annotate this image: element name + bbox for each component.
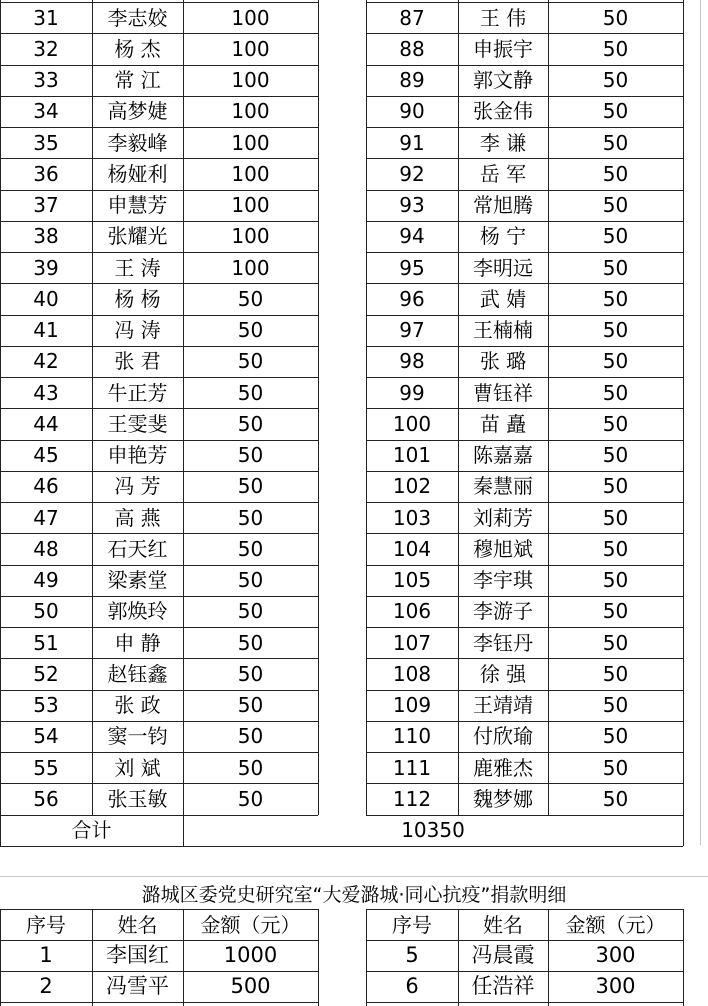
grid-line [0, 377, 318, 378]
right-name-cell: 武 婧 [479, 286, 527, 311]
grid-line [0, 221, 318, 222]
right-name-cell: 岳 军 [479, 161, 527, 186]
right-seq-header: 序号 [392, 912, 432, 937]
grid-line [183, 815, 184, 846]
right-amount-cell: 50 [602, 786, 629, 811]
right-name-cell: 王 伟 [479, 5, 527, 30]
right-name-cell: 郭文静 [473, 68, 533, 93]
right-seq-cell: 90 [399, 99, 425, 124]
left-name-cell: 冯 芳 [114, 474, 161, 499]
grid-line [366, 33, 683, 34]
grid-line [366, 408, 683, 409]
right-amount-cell: 50 [602, 5, 629, 30]
left-seq-cell: 38 [33, 224, 59, 249]
left-amount-cell: 50 [237, 693, 264, 718]
left-seq-cell: 53 [33, 693, 59, 718]
left-amount-cell: 50 [237, 505, 264, 530]
grid-line [366, 315, 683, 316]
left-name-cell: 杨 杨 [114, 286, 161, 311]
grid-line [366, 909, 683, 910]
left-seq-cell: 51 [33, 630, 59, 655]
grid-line [683, 909, 684, 1006]
grid-line [0, 1002, 318, 1003]
left-name-cell: 冯雪平 [106, 974, 169, 998]
grid-line [0, 876, 708, 877]
right-amount-cell: 50 [602, 505, 629, 530]
section-title: 潞城区委党史研究室“大爱潞城·同心抗疫”捐款明细 [141, 883, 567, 906]
right-name-cell: 王楠楠 [473, 318, 533, 343]
left-amount-cell: 50 [237, 786, 264, 811]
left-seq-cell: 45 [33, 443, 59, 468]
grid-line [0, 533, 318, 534]
grid-line [0, 815, 1, 846]
right-name-cell: 王靖靖 [473, 693, 533, 718]
right-seq-cell: 100 [392, 411, 432, 436]
left-seq-cell: 55 [33, 755, 59, 780]
left-amount-cell: 100 [231, 193, 270, 218]
right-name-cell: 李钰丹 [473, 630, 533, 655]
right-seq-cell: 89 [399, 68, 425, 93]
left-name-cell: 赵钰鑫 [107, 661, 168, 686]
left-name-cell: 申艳芳 [107, 443, 168, 468]
left-seq-cell: 41 [33, 318, 59, 343]
right-seq-cell: 92 [399, 161, 425, 186]
left-seq-cell: 31 [33, 5, 59, 30]
left-seq-header: 序号 [26, 912, 66, 937]
total-value: 10350 [401, 818, 465, 842]
left-name-cell: 张 君 [114, 349, 161, 374]
grid-line [0, 909, 318, 910]
right-name-cell: 申振宇 [473, 36, 533, 61]
left-amount-cell: 100 [231, 68, 270, 93]
left-name-cell: 李国红 [106, 943, 169, 967]
grid-line [0, 127, 318, 128]
grid-line [0, 190, 318, 191]
right-amount-cell: 300 [595, 943, 636, 967]
left-seq-cell: 42 [33, 349, 59, 374]
right-seq-cell: 95 [399, 255, 425, 280]
grid-line [318, 909, 319, 1006]
left-seq-cell: 43 [33, 380, 59, 405]
grid-line [548, 909, 549, 1006]
left-name-cell: 李毅峰 [107, 130, 168, 155]
left-name-cell: 王 涛 [114, 255, 161, 280]
left-amount-cell: 50 [237, 286, 264, 311]
right-amount-cell: 50 [602, 36, 629, 61]
left-name-cell: 申慧芳 [107, 193, 168, 218]
right-name-cell: 刘莉芳 [473, 505, 533, 530]
left-amount-cell: 100 [231, 224, 270, 249]
left-name-cell: 王雯斐 [107, 411, 168, 436]
grid-line [0, 502, 318, 503]
grid-line [366, 471, 683, 472]
right-amount-cell: 50 [602, 630, 629, 655]
right-amount-cell: 50 [602, 443, 629, 468]
grid-line [700, 0, 701, 845]
right-seq-cell: 103 [392, 505, 432, 530]
grid-line [366, 565, 683, 566]
grid-line [366, 658, 683, 659]
left-amount-cell: 100 [231, 255, 270, 280]
grid-line [0, 408, 318, 409]
right-amount-header: 金额（元） [565, 912, 666, 937]
grid-line [0, 909, 1, 1006]
right-name-cell: 李明远 [473, 255, 533, 280]
right-seq-cell: 98 [399, 349, 425, 374]
left-amount-cell: 100 [231, 130, 270, 155]
grid-line [0, 346, 318, 347]
left-seq-cell: 47 [33, 505, 59, 530]
grid-line [0, 0, 1, 815]
right-seq-cell: 88 [399, 36, 425, 61]
left-name-cell: 张玉敏 [107, 786, 168, 811]
left-seq-cell: 35 [33, 130, 59, 155]
left-seq-cell: 48 [33, 536, 59, 561]
grid-line [0, 846, 683, 847]
grid-line [0, 2, 318, 3]
right-seq-cell: 102 [392, 474, 432, 499]
right-name-cell: 陈嘉嘉 [473, 443, 533, 468]
left-name-cell: 张 政 [114, 693, 161, 718]
right-amount-cell: 50 [602, 380, 629, 405]
grid-line [366, 190, 683, 191]
right-name-cell: 李 谦 [479, 130, 527, 155]
grid-line [0, 96, 318, 97]
left-seq-cell: 44 [33, 411, 59, 436]
left-amount-cell: 50 [237, 443, 264, 468]
grid-line [0, 33, 318, 34]
left-name-cell: 杨 杰 [114, 36, 161, 61]
right-seq-cell: 112 [392, 786, 432, 811]
right-seq-cell: 104 [392, 536, 432, 561]
right-amount-cell: 50 [602, 724, 629, 749]
right-name-cell: 李游子 [473, 599, 533, 624]
left-seq-cell: 49 [33, 568, 59, 593]
right-name-cell: 张金伟 [473, 99, 533, 124]
left-name-cell: 杨娅利 [107, 161, 168, 186]
right-name-cell: 穆旭斌 [473, 536, 533, 561]
left-amount-cell: 500 [230, 974, 271, 998]
grid-line [366, 502, 683, 503]
left-name-header: 姓名 [117, 912, 158, 937]
left-seq-cell: 36 [33, 161, 59, 186]
right-name-cell: 张 璐 [479, 349, 527, 374]
right-name-cell: 常旭腾 [473, 193, 533, 218]
left-name-cell: 高 燕 [114, 505, 161, 530]
grid-line [366, 2, 683, 3]
grid-line [548, 0, 549, 815]
right-amount-cell: 50 [602, 536, 629, 561]
right-amount-cell: 50 [602, 99, 629, 124]
grid-line [366, 283, 683, 284]
left-seq-cell: 32 [33, 36, 59, 61]
right-amount-cell: 50 [602, 568, 629, 593]
right-amount-cell: 50 [602, 693, 629, 718]
left-seq-cell: 40 [33, 286, 59, 311]
left-seq-cell: 54 [33, 724, 59, 749]
right-amount-cell: 50 [602, 193, 629, 218]
right-seq-cell: 101 [392, 443, 432, 468]
grid-line [366, 596, 683, 597]
right-amount-cell: 50 [602, 224, 629, 249]
grid-line [366, 690, 683, 691]
total-label: 合计 [71, 818, 112, 842]
grid-line [92, 909, 93, 1006]
grid-line [366, 1002, 683, 1003]
right-amount-cell: 50 [602, 349, 629, 374]
right-amount-cell: 50 [602, 474, 629, 499]
grid-line [0, 65, 318, 66]
left-name-cell: 牛正芳 [107, 380, 168, 405]
left-name-cell: 申 静 [114, 630, 161, 655]
grid-line [0, 315, 318, 316]
grid-line [366, 752, 683, 753]
grid-line [0, 627, 318, 628]
grid-line [366, 440, 683, 441]
grid-line [0, 471, 318, 472]
grid-line [0, 158, 318, 159]
grid-line [0, 283, 318, 284]
grid-line [0, 721, 318, 722]
left-seq-cell: 52 [33, 661, 59, 686]
right-seq-cell: 87 [399, 5, 425, 30]
right-amount-cell: 50 [602, 68, 629, 93]
right-amount-cell: 50 [602, 318, 629, 343]
left-amount-cell: 1000 [223, 943, 278, 967]
right-seq-cell: 110 [392, 724, 432, 749]
grid-line [366, 0, 367, 815]
right-seq-cell: 105 [392, 568, 432, 593]
left-amount-cell: 50 [237, 661, 264, 686]
left-seq-cell: 39 [33, 255, 59, 280]
grid-line [366, 127, 683, 128]
grid-line [683, 0, 684, 815]
left-amount-cell: 50 [237, 380, 264, 405]
right-name-cell: 苗 矗 [479, 411, 527, 436]
left-amount-cell: 100 [231, 161, 270, 186]
right-name-cell: 鹿雅杰 [473, 755, 533, 780]
right-name-cell: 魏梦娜 [473, 786, 533, 811]
left-amount-cell: 50 [237, 318, 264, 343]
right-amount-cell: 50 [602, 286, 629, 311]
right-amount-cell: 50 [602, 255, 629, 280]
grid-line [0, 596, 318, 597]
grid-line [683, 815, 684, 846]
right-seq-cell: 97 [399, 318, 425, 343]
grid-line [458, 909, 459, 1006]
left-seq-cell: 34 [33, 99, 59, 124]
right-seq-cell: 109 [392, 693, 432, 718]
right-name-header: 姓名 [483, 912, 523, 937]
right-amount-cell: 50 [602, 130, 629, 155]
left-amount-cell: 50 [237, 536, 264, 561]
left-amount-cell: 50 [237, 349, 264, 374]
right-amount-cell: 50 [602, 661, 629, 686]
grid-line [0, 440, 318, 441]
right-name-cell: 曹钰祥 [473, 380, 533, 405]
grid-line [0, 565, 318, 566]
right-name-cell: 李宇琪 [473, 568, 533, 593]
grid-line [366, 252, 683, 253]
left-name-cell: 窦一钧 [107, 724, 168, 749]
right-seq-cell: 96 [399, 286, 425, 311]
grid-line [0, 690, 318, 691]
left-seq-cell: 46 [33, 474, 59, 499]
grid-line [0, 971, 318, 972]
grid-line [366, 909, 367, 1006]
left-name-cell: 郭焕玲 [107, 599, 168, 624]
left-amount-cell: 100 [231, 99, 270, 124]
left-amount-cell: 50 [237, 474, 264, 499]
right-seq-cell: 6 [405, 974, 419, 998]
left-amount-cell: 100 [231, 5, 270, 30]
left-name-cell: 梁素堂 [107, 568, 168, 593]
right-seq-cell: 107 [392, 630, 432, 655]
right-name-cell: 徐 强 [479, 661, 527, 686]
left-amount-cell: 50 [237, 755, 264, 780]
grid-line [458, 0, 459, 815]
grid-line [366, 971, 683, 972]
right-name-cell: 秦慧丽 [473, 474, 533, 499]
right-seq-cell: 5 [405, 943, 419, 967]
right-amount-cell: 50 [602, 755, 629, 780]
grid-line [366, 783, 683, 784]
grid-line [0, 658, 318, 659]
grid-line [0, 783, 318, 784]
grid-line [0, 752, 318, 753]
right-seq-cell: 106 [392, 599, 432, 624]
left-seq-cell: 2 [39, 974, 53, 998]
left-amount-cell: 50 [237, 568, 264, 593]
grid-line [366, 65, 683, 66]
right-amount-cell: 50 [602, 411, 629, 436]
left-name-cell: 刘 斌 [114, 755, 161, 780]
right-name-cell: 付欣瑜 [473, 724, 533, 749]
grid-line [366, 221, 683, 222]
left-name-cell: 冯 涛 [114, 318, 161, 343]
left-name-cell: 高梦婕 [107, 99, 168, 124]
right-seq-cell: 111 [392, 755, 432, 780]
right-amount-cell: 50 [602, 599, 629, 624]
left-name-cell: 李志姣 [107, 5, 168, 30]
grid-line [0, 940, 318, 941]
left-amount-cell: 50 [237, 724, 264, 749]
left-seq-cell: 56 [33, 786, 59, 811]
left-seq-cell: 37 [33, 193, 59, 218]
grid-line [318, 0, 319, 815]
left-seq-cell: 1 [39, 943, 53, 967]
grid-line [183, 909, 184, 1006]
right-seq-cell: 94 [399, 224, 425, 249]
right-name-cell: 杨 宁 [479, 224, 527, 249]
grid-line [366, 346, 683, 347]
right-amount-cell: 300 [595, 974, 636, 998]
grid-line [366, 721, 683, 722]
grid-line [366, 158, 683, 159]
left-seq-cell: 33 [33, 68, 59, 93]
grid-line [366, 377, 683, 378]
right-name-cell: 任浩祥 [471, 974, 535, 998]
left-amount-cell: 50 [237, 599, 264, 624]
right-seq-cell: 108 [392, 661, 432, 686]
left-seq-cell: 50 [33, 599, 59, 624]
grid-line [366, 627, 683, 628]
grid-line [92, 0, 93, 815]
grid-line [366, 96, 683, 97]
left-name-cell: 常 江 [114, 68, 161, 93]
right-seq-cell: 91 [399, 130, 425, 155]
left-amount-cell: 100 [231, 36, 270, 61]
right-name-cell: 冯晨霞 [471, 943, 535, 967]
right-seq-cell: 99 [399, 380, 425, 405]
right-seq-cell: 93 [399, 193, 425, 218]
left-name-cell: 张耀光 [107, 224, 168, 249]
grid-line [0, 252, 318, 253]
left-amount-header: 金额（元） [200, 912, 301, 937]
right-amount-cell: 50 [602, 161, 629, 186]
grid-line [183, 0, 184, 815]
left-amount-cell: 50 [237, 630, 264, 655]
grid-line [366, 533, 683, 534]
grid-line [366, 940, 683, 941]
left-name-cell: 石天红 [107, 536, 168, 561]
left-amount-cell: 50 [237, 411, 264, 436]
